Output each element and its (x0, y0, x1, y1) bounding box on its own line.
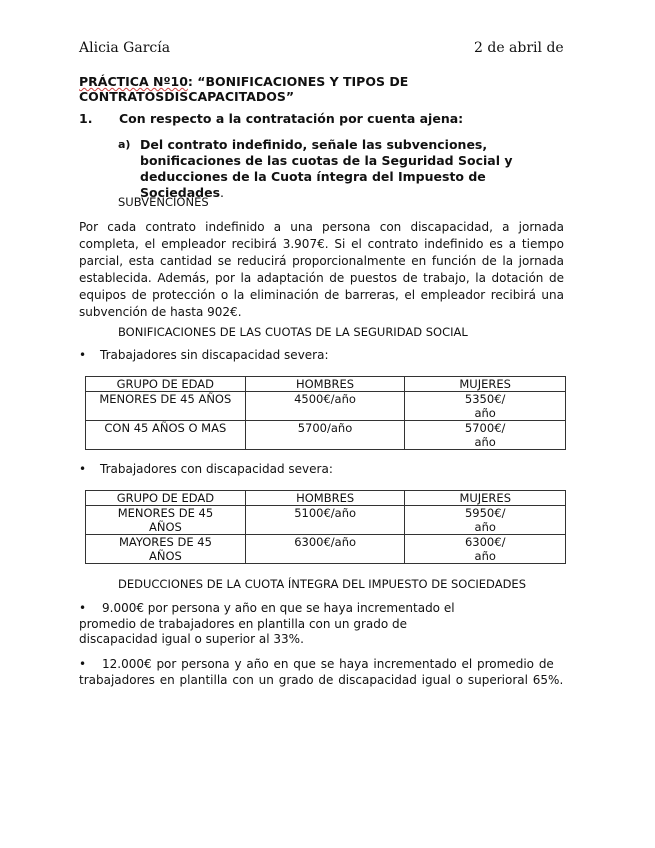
author-name: Alicia García (79, 40, 171, 56)
bullet-text: Trabajadores con discapacidad severa: (100, 462, 333, 476)
subvenciones-paragraph: Por cada contrato indefinido a una persona con discapacidad, a jornada completa, el empleador recibirá 3.907€. Si el contrato indefinido es a tiempo parcial, esta cantidad se reducirá proporcionalmente en función de la jornada establecida. Además, por la adaptación de puestos de trabajo, la dotación de equipos de protección o la eliminación de barreras, el empleador recibirá una subvención de hasta 902€. (79, 220, 564, 319)
table-row (86, 392, 566, 421)
table-cell (405, 392, 566, 421)
table-cell-text: 6300€/ año (464, 535, 506, 563)
table-con-discapacidad (85, 490, 566, 564)
deduccion-text: 9.000€ por persona y año en que se haya incrementado el promedio de trabajadores en plantilla con un grado de discapacidad igual o superior al 33%. (79, 601, 455, 646)
table-cell (86, 535, 246, 564)
document-date: 2 de abril de (474, 40, 564, 56)
title-label: PRÁCTICA Nº10 (79, 74, 188, 89)
table-header-cell: MUJERES (405, 491, 566, 506)
deducciones-heading: DEDUCCIONES DE LA CUOTA ÍNTEGRA DEL IMPUESTO DE SOCIEDADES (118, 577, 526, 591)
table-cell-text: MENORES DE 45 AÑOS (117, 506, 214, 534)
table-cell: 6300€/año (245, 535, 405, 564)
question-a-label: a) (118, 138, 131, 151)
table-row (86, 506, 566, 535)
question-a-text (140, 137, 558, 201)
table-cell: 4500€/año (245, 392, 405, 421)
bullet-item (79, 348, 559, 362)
question-a-body: Del contrato indefinido, señale las subvenciones, bonificaciones de las cuotas de la Seguridad Social y deducciones de la Cuota íntegra del Impuesto de Sociedades (140, 137, 513, 200)
bullet-dot: • (79, 462, 87, 476)
table-cell-text: 5700€/ año (464, 421, 506, 449)
table-cell: 5700/año (245, 421, 405, 450)
table-sin-discapacidad (85, 376, 566, 450)
table-cell: MENORES DE 45 AÑOS (86, 392, 246, 421)
subvenciones-heading: SUBVENCIONES (118, 195, 209, 209)
table-header-cell: HOMBRES (245, 491, 405, 506)
table-cell-text: 5350€/ año (464, 392, 506, 420)
table-row (86, 535, 566, 564)
table-cell (405, 421, 566, 450)
bullet-dot: • (79, 348, 87, 362)
deduccion-text: 12.000€ por persona y año en que se haya incrementado el promedio de trabajadores en plantilla con un grado de discapacidad igual o superioral 65%. (79, 657, 564, 687)
table-row (86, 421, 566, 450)
table-header-row (86, 377, 566, 392)
bonificaciones-heading: BONIFICACIONES DE LAS CUOTAS DE LA SEGURIDAD SOCIAL (118, 325, 468, 339)
bullet-text: Trabajadores sin discapacidad severa: (100, 348, 329, 362)
bullet-dot: • (79, 657, 87, 671)
table-header-row (86, 491, 566, 506)
table-cell (405, 535, 566, 564)
deduccion-item-2 (79, 657, 579, 688)
bullet-dot: • (79, 601, 87, 615)
question-number: 1. (79, 111, 93, 126)
question-1 (79, 111, 463, 126)
deduccion-item-1 (79, 601, 479, 648)
title-rest: : “BONIFICACIONES Y TIPOS DE CONTRATOSDISCAPACITADOS” (79, 74, 409, 104)
table-header-cell: HOMBRES (245, 377, 405, 392)
table-header-cell: GRUPO DE EDAD (86, 377, 246, 392)
table-cell-text: MAYORES DE 45 AÑOS (118, 535, 212, 563)
table-cell: 5100€/año (245, 506, 405, 535)
table-header-cell: MUJERES (405, 377, 566, 392)
table-header-cell: GRUPO DE EDAD (86, 491, 246, 506)
question-text: Con respecto a la contratación por cuenta ajena: (119, 111, 464, 126)
table-cell (405, 506, 566, 535)
question-a (118, 137, 558, 201)
bullet-item (79, 462, 559, 476)
table-cell (86, 506, 246, 535)
question-a-end: . (220, 185, 224, 200)
table-cell-text: 5950€/ año (464, 506, 506, 534)
table-cell: CON 45 AÑOS O MAS (86, 421, 246, 450)
page-title (79, 74, 499, 104)
